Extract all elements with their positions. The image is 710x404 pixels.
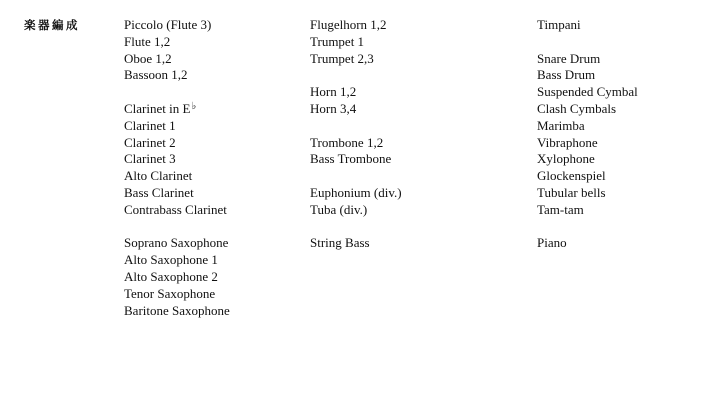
instrumentation-heading: 楽器編成 — [24, 18, 80, 32]
instrument-item: Trumpet 2,3 — [310, 50, 374, 66]
instrument-column-brass — [310, 17, 402, 252]
instrument-item: Piccolo (Flute 3) — [124, 17, 212, 32]
instrument-item: Horn 3,4 — [310, 100, 357, 116]
group-spacer — [124, 84, 230, 101]
instrument-item: Vibraphone — [537, 134, 598, 150]
instrument-name: Clarinet in E — [124, 100, 191, 116]
instrument-item: Flugelhorn 1,2 — [310, 17, 387, 32]
instrument-item: Bass Clarinet — [124, 184, 194, 200]
instrument-item: Xylophone — [537, 151, 595, 167]
instrument-item: Baritone Saxophone — [124, 302, 230, 318]
instrument-item: Oboe 1,2 — [124, 50, 172, 66]
flat-symbol-icon: ♭ — [191, 100, 197, 112]
instrument-item — [124, 101, 230, 118]
instrument-item: Bass Trombone — [310, 151, 392, 167]
instrument-item: Clarinet 3 — [124, 151, 176, 167]
instrument-column-woodwinds — [124, 17, 230, 319]
group-spacer — [537, 219, 638, 236]
instrument-item: Bassoon 1,2 — [124, 67, 188, 83]
group-spacer — [310, 219, 402, 236]
instrument-item: Alto Clarinet — [124, 168, 193, 184]
instrument-item: Marimba — [537, 117, 585, 133]
instrument-item: Euphonium (div.) — [310, 184, 402, 200]
instrument-column-percussion — [537, 17, 638, 252]
instrument-item: Tenor Saxophone — [124, 285, 216, 301]
instrument-item: Contrabass Clarinet — [124, 201, 227, 217]
instrument-item: Piano — [537, 235, 567, 251]
instrument-item: Snare Drum — [537, 50, 601, 66]
instrument-item: Tam-tam — [537, 201, 584, 217]
group-spacer — [124, 219, 230, 236]
instrument-item: Suspended Cymbal — [537, 84, 638, 100]
instrument-item: Trumpet 1 — [310, 33, 365, 49]
group-spacer — [537, 34, 638, 51]
instrument-item: Tubular bells — [537, 184, 606, 200]
instrument-item: String Bass — [310, 235, 370, 251]
instrument-item: Clarinet 1 — [124, 117, 176, 133]
instrument-item: Glockenspiel — [537, 168, 606, 184]
instrument-item: Clash Cymbals — [537, 100, 617, 116]
instrument-item: Tuba (div.) — [310, 201, 368, 217]
instrument-item: Alto Saxophone 2 — [124, 268, 218, 284]
group-spacer — [310, 118, 402, 135]
instrument-item: Horn 1,2 — [310, 84, 357, 100]
instrument-item: Clarinet 2 — [124, 134, 176, 150]
group-spacer — [310, 168, 402, 185]
group-spacer — [310, 67, 402, 84]
instrument-item: Alto Saxophone 1 — [124, 252, 218, 268]
instrument-item: Trombone 1,2 — [310, 134, 384, 150]
instrument-item: Soprano Saxophone — [124, 235, 229, 251]
instrument-item: Flute 1,2 — [124, 33, 171, 49]
instrument-item: Bass Drum — [537, 67, 596, 83]
instrument-item: Timpani — [537, 17, 581, 32]
